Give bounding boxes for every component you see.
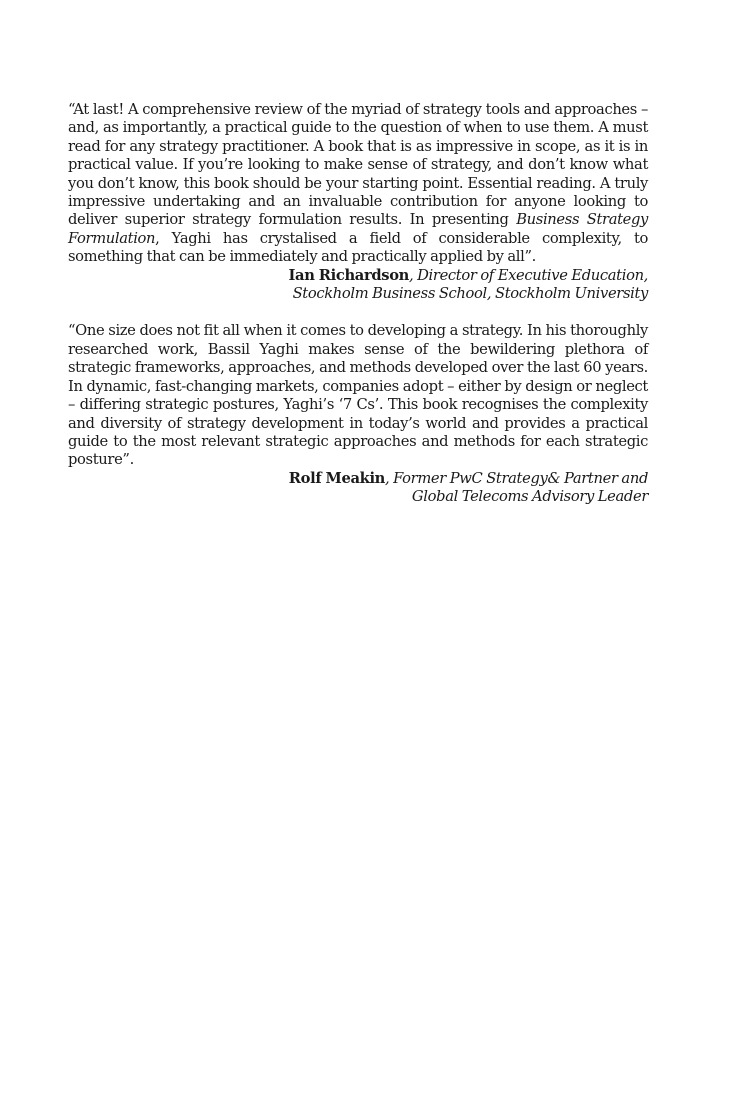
endorser-role: , Director of Executive Education, xyxy=(408,266,648,284)
book-title: Business Strategy Formulation xyxy=(68,211,648,247)
endorser-name: Ian Richardson xyxy=(288,266,409,284)
endorsement-richardson xyxy=(68,101,648,303)
endorser-affiliation: Global Telecoms Advisory Leader xyxy=(411,488,648,506)
quote-text: , Yaghi has crystalised a field of considerable complexity, to something that can be immediately and practically applied by all”. xyxy=(68,229,648,266)
endorser-name: Rolf Meakin xyxy=(288,469,385,487)
endorsements-page xyxy=(68,101,648,526)
attribution-line xyxy=(68,267,648,285)
quote-text: “At last! A comprehensive review of the myriad of strategy tools and approaches – and, as importantly, a practical guide to the question of when to use them. A must read for any strategy practitioner. A book that is as impressive in scope, as it is in practical value. If you’re looking to make sense of strategy, and don’t know what you don’t know, this book should be your starting point. Essential reading. A truly impressive undertaking and an invaluable contribution for anyone looking to deliver superior strategy formulation results. In presenting xyxy=(68,101,648,229)
endorsement-quote xyxy=(68,101,648,267)
endorsement-attribution xyxy=(68,470,648,507)
attribution-line xyxy=(68,470,648,488)
endorsement-meakin xyxy=(68,322,648,506)
endorsement-quote: “One size does not fit all when it comes to developing a strategy. In his thoroughly researched work, Bassil Yaghi makes sense of the bewildering plethora of strategic frameworks, approaches, and methods developed over the last 60 years. In dynamic, fast-changing markets, companies adopt – either by design or neglect – differing strategic postures, Yaghi’s ‘7 Cs’. This book recognises the complexity and diversity of strategy development in today’s world and provides a practical guide to the most relevant strategic approaches and methods for each strategic posture”. xyxy=(68,322,648,469)
endorsement-attribution xyxy=(68,267,648,304)
endorser-role: , Former PwC Strategy& Partner and xyxy=(385,469,648,487)
endorser-affiliation: Stockholm Business School, Stockholm University xyxy=(292,285,648,303)
